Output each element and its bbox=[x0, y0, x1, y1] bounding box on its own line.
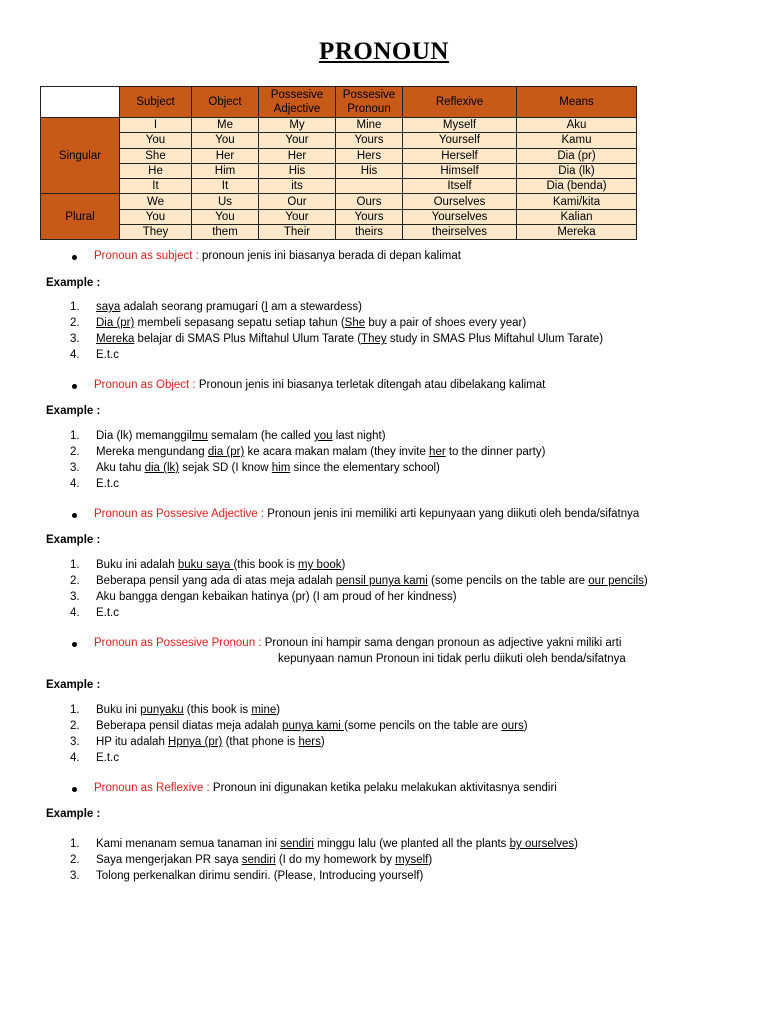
header-object: Object bbox=[192, 87, 259, 118]
list-item bbox=[70, 444, 545, 460]
header-possesive-pronoun bbox=[336, 87, 403, 118]
list-item bbox=[70, 836, 578, 852]
bullet-dot-icon bbox=[72, 787, 77, 792]
table-cell: Hers bbox=[336, 148, 403, 163]
text-segment: semalam (he called bbox=[207, 430, 314, 442]
example-list bbox=[70, 836, 578, 884]
table-cell: Yourselves bbox=[403, 209, 517, 224]
text-segment: ) bbox=[428, 854, 433, 866]
example-list bbox=[70, 557, 648, 621]
underlined-text: Mereka bbox=[96, 333, 135, 345]
table-row bbox=[41, 209, 637, 224]
text-segment: minggu lalu (we planted all the plants bbox=[313, 838, 510, 850]
section-line bbox=[94, 379, 545, 391]
list-number: 4. bbox=[70, 478, 80, 490]
table-cell: You bbox=[192, 133, 259, 148]
underlined-text: They bbox=[361, 333, 387, 345]
table-cell: Mereka bbox=[517, 225, 637, 240]
list-number: 2. bbox=[70, 446, 80, 458]
list-number: 1. bbox=[70, 838, 80, 850]
text-segment: since the elementary school) bbox=[290, 462, 440, 474]
section-line bbox=[94, 250, 461, 262]
underlined-text: dia (lk) bbox=[144, 462, 180, 474]
text-segment: ) bbox=[341, 559, 346, 571]
list-number: 1. bbox=[70, 559, 80, 571]
section-description: pronoun jenis ini biasanya berada di depan kalimat bbox=[198, 250, 461, 262]
section-description: Pronoun jenis ini memiliki arti kepunyaan yang diikuti oleh benda/sifatnya bbox=[264, 508, 640, 520]
table-cell: Him bbox=[192, 163, 259, 178]
table-cell: My bbox=[259, 118, 336, 133]
list-item bbox=[70, 734, 528, 750]
table-cell: theirselves bbox=[403, 225, 517, 240]
list-item bbox=[70, 315, 603, 331]
bullet-dot-icon bbox=[72, 642, 77, 647]
bullet-dot-icon bbox=[72, 255, 77, 260]
text-segment: HP itu adalah bbox=[96, 736, 169, 748]
table-cell: She bbox=[120, 148, 192, 163]
underlined-text: you bbox=[313, 430, 333, 442]
example-label: Example : bbox=[46, 808, 101, 820]
table-cell: Aku bbox=[517, 118, 637, 133]
text-segment: ) bbox=[276, 704, 281, 716]
table-cell: He bbox=[120, 163, 192, 178]
table-cell: Dia (benda) bbox=[517, 179, 637, 194]
list-item bbox=[70, 557, 648, 573]
text-segment: Aku tahu bbox=[96, 462, 145, 474]
table-cell: its bbox=[259, 179, 336, 194]
table-cell: Her bbox=[259, 148, 336, 163]
list-item bbox=[70, 428, 545, 444]
text-segment: Buku ini adalah bbox=[96, 559, 178, 571]
underlined-text: dia (pr) bbox=[207, 446, 245, 458]
table-cell: Itself bbox=[403, 179, 517, 194]
underlined-text: She bbox=[344, 317, 366, 329]
table-row bbox=[41, 163, 637, 178]
text-segment: (this book is bbox=[183, 704, 252, 716]
page-title: PRONOUN bbox=[319, 38, 449, 65]
table-cell: You bbox=[120, 133, 192, 148]
table-corner-cell bbox=[41, 87, 120, 118]
table-cell: Dia (pr) bbox=[517, 148, 637, 163]
underlined-text: sendiri bbox=[241, 854, 276, 866]
underlined-text: by ourselves bbox=[509, 838, 575, 850]
example-list bbox=[70, 428, 545, 492]
underlined-text: our pencils bbox=[588, 575, 644, 587]
underlined-text: hers bbox=[298, 736, 321, 748]
table-cell: You bbox=[192, 209, 259, 224]
table-cell: Myself bbox=[403, 118, 517, 133]
underlined-text: her bbox=[429, 446, 446, 458]
example-label: Example : bbox=[46, 679, 101, 691]
bullet-dot-icon bbox=[72, 384, 77, 389]
section-description: Pronoun ini hampir sama dengan pronoun as adjective yakni miliki arti bbox=[261, 637, 622, 649]
table-row bbox=[41, 148, 637, 163]
list-item bbox=[70, 605, 648, 621]
text-segment: last night) bbox=[332, 430, 386, 442]
table-cell: Our bbox=[259, 194, 336, 209]
list-item bbox=[70, 702, 528, 718]
table-cell: Himself bbox=[403, 163, 517, 178]
example-list bbox=[70, 299, 603, 363]
underlined-text: sendiri bbox=[280, 838, 314, 850]
section-heading: Pronoun as Reflexive : bbox=[94, 782, 210, 794]
underlined-text: punya kami bbox=[282, 720, 345, 732]
table-cell: Their bbox=[259, 225, 336, 240]
list-item bbox=[70, 573, 648, 589]
section-line bbox=[94, 508, 639, 520]
list-item bbox=[70, 718, 528, 734]
list-number: 2. bbox=[70, 720, 80, 732]
table-row bbox=[41, 194, 637, 209]
list-number: 2. bbox=[70, 575, 80, 587]
table-cell: His bbox=[259, 163, 336, 178]
table-cell: It bbox=[192, 179, 259, 194]
text-segment: Kami menanam semua tanaman ini bbox=[96, 838, 281, 850]
list-number: 4. bbox=[70, 607, 80, 619]
list-number: 4. bbox=[70, 752, 80, 764]
group-label-plural: Plural bbox=[41, 194, 120, 240]
underlined-text: mine bbox=[251, 704, 277, 716]
underlined-text: pensil punya kami bbox=[335, 575, 428, 587]
text-segment: Tolong perkenalkan dirimu sendiri. (Please, Introducing yourself) bbox=[96, 870, 424, 882]
table-header-row bbox=[41, 87, 637, 118]
list-number: 3. bbox=[70, 462, 80, 474]
header-possesive-pronoun-line2: Pronoun bbox=[347, 103, 391, 115]
list-item bbox=[70, 476, 545, 492]
table-cell: Yourself bbox=[403, 133, 517, 148]
text-segment: E.t.c bbox=[96, 752, 120, 764]
section-line bbox=[94, 782, 557, 794]
table-cell: Yours bbox=[336, 133, 403, 148]
section-line bbox=[94, 637, 621, 649]
table-cell: Kalian bbox=[517, 209, 637, 224]
underlined-text: saya bbox=[96, 301, 121, 313]
list-number: 1. bbox=[70, 430, 80, 442]
underlined-text: Hpnya (pr) bbox=[168, 736, 223, 748]
table-cell: theirs bbox=[336, 225, 403, 240]
text-segment: Beberapa pensil yang ada di atas meja adalah bbox=[96, 575, 336, 587]
section-heading: Pronoun as Possesive Adjective : bbox=[94, 508, 265, 520]
header-possesive-adjective-line2: Adjective bbox=[273, 103, 321, 115]
section-description: Pronoun jenis ini biasanya terletak ditengah atau dibelakang kalimat bbox=[195, 379, 546, 391]
pronoun-table bbox=[40, 86, 637, 240]
header-possesive-adjective bbox=[259, 87, 336, 118]
list-item bbox=[70, 460, 545, 476]
list-item bbox=[70, 347, 603, 363]
list-number: 2. bbox=[70, 317, 80, 329]
text-segment: ) bbox=[320, 736, 325, 748]
underlined-text: my book bbox=[298, 559, 342, 571]
text-segment: Aku bangga dengan kebaikan hatinya (pr) (I am proud of her kindness) bbox=[96, 591, 457, 603]
text-segment: membeli sepasang sepatu setiap tahun ( bbox=[134, 317, 345, 329]
header-subject: Subject bbox=[120, 87, 192, 118]
text-segment: (some pencils on the table are bbox=[427, 575, 589, 587]
bullet-dot-icon bbox=[72, 513, 77, 518]
table-cell: them bbox=[192, 225, 259, 240]
table-cell: You bbox=[120, 209, 192, 224]
text-segment: (I do my homework by bbox=[275, 854, 396, 866]
table-cell: Kami/kita bbox=[517, 194, 637, 209]
table-cell bbox=[336, 179, 403, 194]
table-row bbox=[41, 133, 637, 148]
list-number: 3. bbox=[70, 591, 80, 603]
example-list bbox=[70, 702, 528, 766]
text-segment: ) bbox=[523, 720, 528, 732]
list-item bbox=[70, 852, 578, 868]
text-segment: (some pencils on the table are bbox=[344, 720, 502, 732]
table-cell: They bbox=[120, 225, 192, 240]
text-segment: sejak SD (I know bbox=[179, 462, 272, 474]
list-number: 3. bbox=[70, 333, 80, 345]
list-number: 1. bbox=[70, 704, 80, 716]
table-cell: I bbox=[120, 118, 192, 133]
list-number: 3. bbox=[70, 870, 80, 882]
section-description: Pronoun ini digunakan ketika pelaku melakukan aktivitasnya sendiri bbox=[209, 782, 557, 794]
text-segment: ke acara makan malam (they invite bbox=[244, 446, 430, 458]
underlined-text: mu bbox=[191, 430, 208, 442]
underlined-text: I bbox=[264, 301, 268, 313]
text-segment: Buku ini bbox=[96, 704, 141, 716]
text-segment: ) bbox=[574, 838, 579, 850]
table-cell: Kamu bbox=[517, 133, 637, 148]
text-segment: E.t.c bbox=[96, 607, 120, 619]
text-segment: Saya mengerjakan PR saya bbox=[96, 854, 242, 866]
list-item bbox=[70, 299, 603, 315]
text-segment: am a stewardess) bbox=[267, 301, 362, 313]
table-cell: Herself bbox=[403, 148, 517, 163]
table-cell: It bbox=[120, 179, 192, 194]
underlined-text: him bbox=[271, 462, 291, 474]
header-means: Means bbox=[517, 87, 637, 118]
list-item bbox=[70, 589, 648, 605]
section-heading: Pronoun as subject : bbox=[94, 250, 199, 262]
underlined-text: punyaku bbox=[140, 704, 184, 716]
section-heading: Pronoun as Possesive Pronoun : bbox=[94, 637, 262, 649]
text-segment: Mereka mengundang bbox=[96, 446, 208, 458]
table-cell: Mine bbox=[336, 118, 403, 133]
list-number: 3. bbox=[70, 736, 80, 748]
table-cell: We bbox=[120, 194, 192, 209]
table-cell: Me bbox=[192, 118, 259, 133]
list-item bbox=[70, 868, 578, 884]
text-segment: ) bbox=[643, 575, 648, 587]
text-segment: belajar di SMAS Plus Miftahul Ulum Tarate ( bbox=[134, 333, 362, 345]
list-number: 1. bbox=[70, 301, 80, 313]
text-segment: to the dinner party) bbox=[445, 446, 546, 458]
table-cell: Ours bbox=[336, 194, 403, 209]
text-segment: (that phone is bbox=[222, 736, 299, 748]
text-segment: buy a pair of shoes every year) bbox=[365, 317, 527, 329]
text-segment: E.t.c bbox=[96, 478, 120, 490]
table-cell: Yours bbox=[336, 209, 403, 224]
example-label: Example : bbox=[46, 277, 101, 289]
table-cell: Her bbox=[192, 148, 259, 163]
text-segment: Beberapa pensil diatas meja adalah bbox=[96, 720, 283, 732]
text-segment: (this book is bbox=[233, 559, 299, 571]
table-cell: Us bbox=[192, 194, 259, 209]
underlined-text: buku saya bbox=[177, 559, 234, 571]
header-possesive-pronoun-line1: Possesive bbox=[342, 89, 396, 101]
header-possesive-adjective-line1: Possesive bbox=[270, 89, 324, 101]
table-cell: Dia (lk) bbox=[517, 163, 637, 178]
section-heading: Pronoun as Object : bbox=[94, 379, 196, 391]
table-cell: Ourselves bbox=[403, 194, 517, 209]
table-cell: His bbox=[336, 163, 403, 178]
text-segment: E.t.c bbox=[96, 349, 120, 361]
header-reflexive: Reflexive bbox=[403, 87, 517, 118]
underlined-text: ours bbox=[501, 720, 524, 732]
table-row bbox=[41, 179, 637, 194]
table-row bbox=[41, 225, 637, 240]
table-row bbox=[41, 118, 637, 133]
underlined-text: myself bbox=[395, 854, 429, 866]
text-segment: study in SMAS Plus Miftahul Ulum Tarate) bbox=[386, 333, 604, 345]
list-item bbox=[70, 331, 603, 347]
text-segment: adalah seorang pramugari ( bbox=[120, 301, 265, 313]
example-label: Example : bbox=[46, 405, 101, 417]
example-label: Example : bbox=[46, 534, 101, 546]
list-item bbox=[70, 750, 528, 766]
section-description-continued: kepunyaan namun Pronoun ini tidak perlu diikuti oleh benda/sifatnya bbox=[278, 653, 626, 665]
list-number: 2. bbox=[70, 854, 80, 866]
underlined-text: Dia (pr) bbox=[96, 317, 135, 329]
text-segment: Dia (lk) memanggil bbox=[96, 430, 192, 442]
group-label-singular: Singular bbox=[41, 118, 120, 194]
table-cell: Your bbox=[259, 133, 336, 148]
table-cell: Your bbox=[259, 209, 336, 224]
list-number: 4. bbox=[70, 349, 80, 361]
